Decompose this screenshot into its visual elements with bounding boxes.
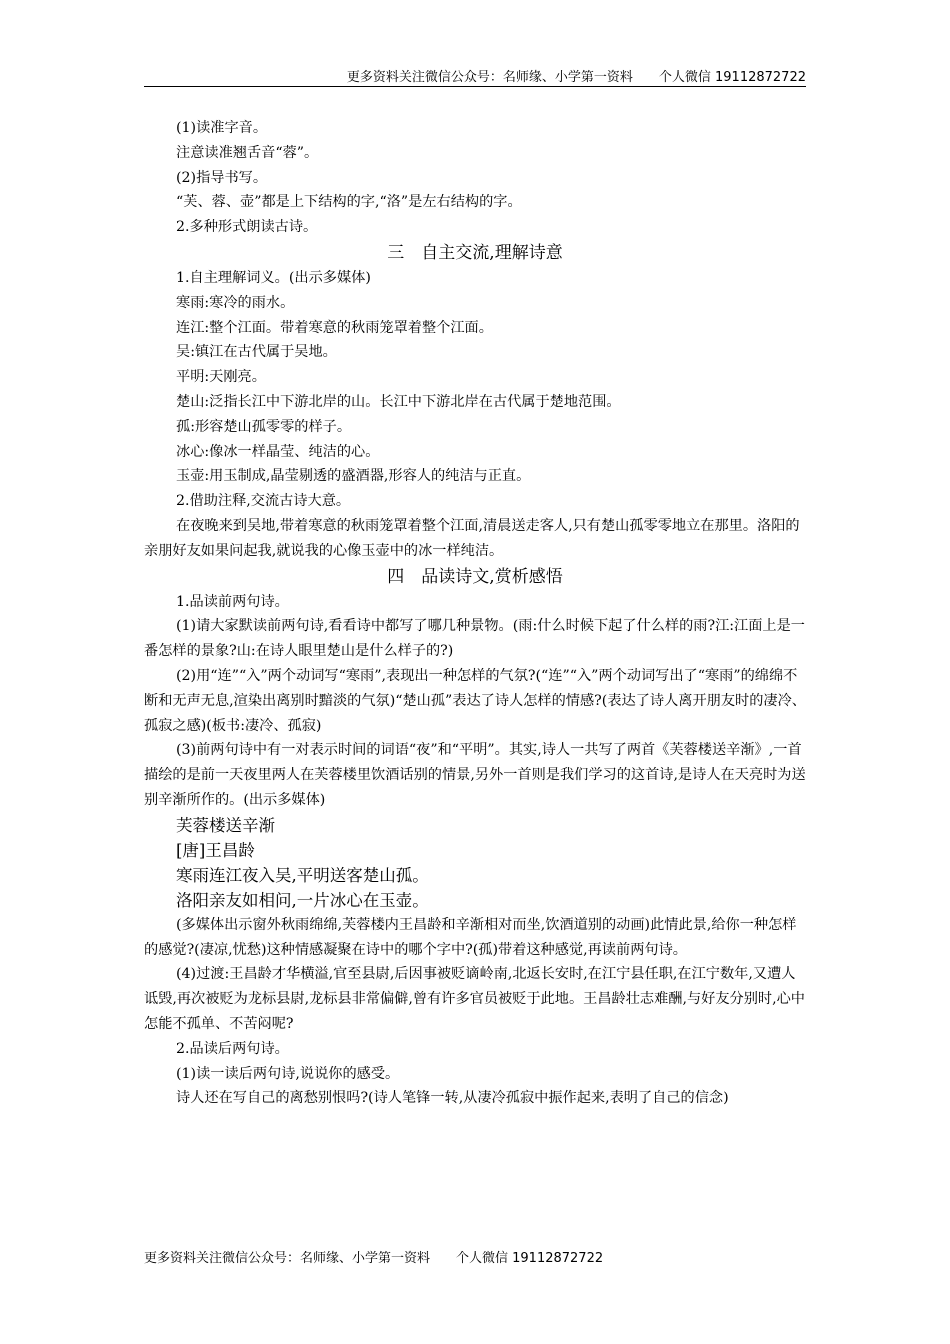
paragraph: 2.品读后两句诗。 xyxy=(176,1040,289,1057)
word-definition: 玉壶:用玉制成,晶莹剔透的盛酒器,形容人的纯洁与正直。 xyxy=(176,468,531,485)
poem-author: [唐]王昌龄 xyxy=(176,840,255,860)
paragraph: 在夜晚来到吴地,带着寒意的秋雨笼罩着整个江面,清晨送走客人,只有楚山孤零零地立在那里。洛阳的亲朋好友如果问起我,就说我的心像玉壶中的冰一样纯洁。 xyxy=(144,517,800,559)
paragraph: (2)指导书写。 xyxy=(176,169,268,186)
poem-title: 芙蓉楼送辛渐 xyxy=(176,815,275,835)
header-divider xyxy=(144,86,806,87)
word-definition: 平明:天刚亮。 xyxy=(176,369,266,386)
paragraph: (1)读一读后两句诗,说说你的感受。 xyxy=(176,1065,400,1082)
word-definition: 冰心:像冰一样晶莹、纯洁的心。 xyxy=(176,443,380,460)
paragraph: (2)用“连”“入”两个动词写“寒雨”,表现出一种怎样的气氛?(“连”“入”两个动词写出了“寒雨”的绵绵不断和无声无息,渲染出离别时黯淡的气氛)“楚山孤”表达了诗人怎样的情感?(表达了诗人离开朋友时的凄冷、孤寂之感)(板书:凄冷、孤寂) xyxy=(144,667,806,734)
word-definition: 寒雨:寒冷的雨水。 xyxy=(176,294,295,311)
poem-line: 寒雨连江夜入吴,平明送客楚山孤。 xyxy=(176,865,429,885)
page-header: 更多资料关注微信公众号：名师缘、小学第一资料 个人微信 19112872722 xyxy=(346,70,806,85)
word-definition: 楚山:泛指长江中下游北岸的山。长江中下游北岸在古代属于楚地范围。 xyxy=(176,393,621,410)
paragraph: (3)前两句诗中有一对表示时间的词语“夜”和“平明”。其实,诗人一共写了两首《芙蓉楼送辛渐》,一首描绘的是前一天夜里两人在芙蓉楼里饮酒话别的情景,另外一首则是我们学习的这首诗,是诗人在天亮时为送别辛渐所作的。(出示多媒体) xyxy=(144,742,806,808)
page-footer: 更多资料关注微信公众号：名师缘、小学第一资料 个人微信 19112872722 xyxy=(144,1251,604,1266)
paragraph: (多媒体出示窗外秋雨绵绵,芙蓉楼内王昌龄和辛渐相对而坐,饮酒道别的动画)此情此景,给你一种怎样的感觉?(凄凉,忧愁)这种情感凝聚在诗中的哪个字中?(孤)带着这种感觉,再读前两句诗。 xyxy=(144,916,797,958)
paragraph: (1)读准字音。 xyxy=(176,120,268,136)
paragraph: “芙、蓉、壶”都是上下结构的字,“洛”是左右结构的字。 xyxy=(176,194,522,211)
paragraph: 诗人还在写自己的离愁别恨吗?(诗人笔锋一转,从凄冷孤寂中振作起来,表明了自己的信念) xyxy=(176,1090,729,1107)
poem-block xyxy=(144,813,806,913)
document-body xyxy=(144,116,806,1111)
word-definition: 连江:整个江面。带着寒意的秋雨笼罩着整个江面。 xyxy=(176,319,493,336)
section-heading: 三 自主交流,理解诗意 xyxy=(387,242,563,263)
paragraph: 2.借助注释,交流古诗大意。 xyxy=(176,493,351,510)
word-definition: 孤:形容楚山孤零零的样子。 xyxy=(176,418,352,435)
paragraph: 注意读准翘舌音“蓉”。 xyxy=(176,144,319,161)
word-definition: 吴:镇江在古代属于吴地。 xyxy=(176,344,337,361)
paragraph: (1)请大家默读前两句诗,看看诗中都写了哪几种景物。(雨:什么时候下起了什么样的雨?江:江面上是一番怎样的景象?山:在诗人眼里楚山是什么样子的?) xyxy=(144,618,805,660)
poem-line: 洛阳亲友如相问,一片冰心在玉壶。 xyxy=(176,890,429,910)
paragraph: 2.多种形式朗读古诗。 xyxy=(176,219,318,236)
paragraph: 1.自主理解词义。(出示多媒体) xyxy=(176,269,371,286)
paragraph: (4)过渡:王昌龄才华横溢,官至县尉,后因事被贬谪岭南,北返长安时,在江宁县任职,在江宁数年,又遭人诋毁,再次被贬为龙标县尉,龙标县非常偏僻,曾有许多官员被贬于此地。王昌龄壮志难酬,与好友分别时,心中怎能不孤单、不苦闷呢? xyxy=(144,966,805,1032)
section-heading: 四 品读诗文,赏析感悟 xyxy=(387,566,563,587)
paragraph: 1.品读前两句诗。 xyxy=(176,593,289,610)
